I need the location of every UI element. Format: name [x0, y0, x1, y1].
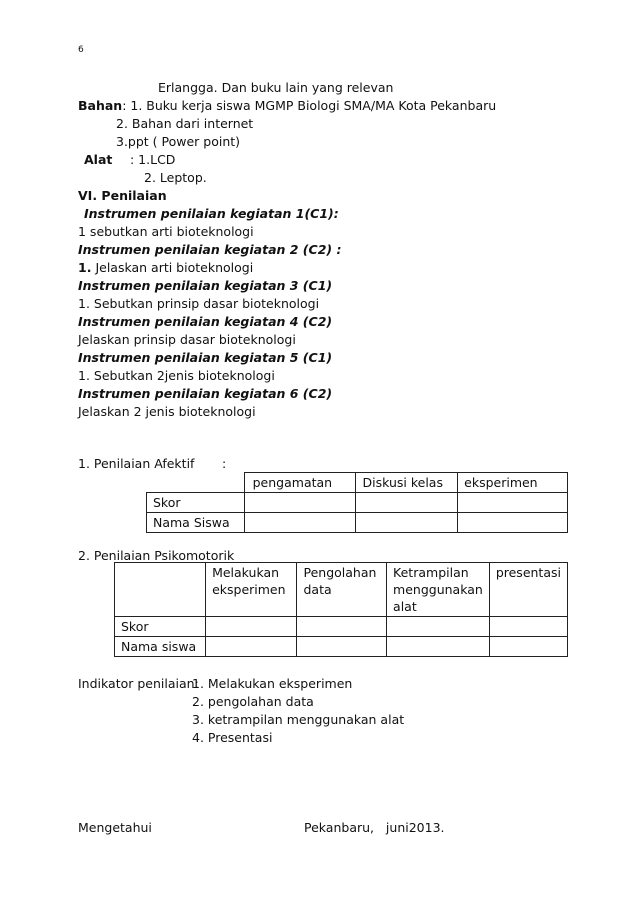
indikator-item-2: 2. pengolahan data	[192, 694, 314, 709]
bahan-item-3: 3.ppt ( Power point)	[116, 134, 241, 149]
table-cell	[206, 637, 297, 657]
table-header: Melakukan eksperimen	[206, 563, 297, 617]
table-header: Pengolahan data	[297, 563, 387, 617]
table-cell	[387, 617, 490, 637]
table-cell	[244, 493, 356, 513]
table-cell	[458, 493, 568, 513]
afektif-colon: :	[222, 456, 227, 471]
table-cell	[489, 617, 567, 637]
table-cell	[356, 493, 458, 513]
row-label: Skor	[147, 493, 245, 513]
table-row	[115, 637, 568, 657]
instrument-item-1: 1 sebutkan arti bioteknologi	[78, 224, 254, 239]
table-cell	[489, 637, 567, 657]
text-erlangga-line: Erlangga. Dan buku lain yang relevan	[158, 80, 394, 95]
instrument-item-5: 1. Sebutkan 2jenis bioteknologi	[78, 368, 275, 383]
instrument-item-2-num: 1.	[78, 260, 92, 275]
table-header: Ketrampilan menggunakan alat	[387, 563, 490, 617]
table-header: presentasi	[489, 563, 567, 617]
psikomotorik-table	[114, 562, 568, 657]
table-cell	[297, 617, 387, 637]
instrument-heading-6: Instrumen penilaian kegiatan 6 (C2)	[78, 386, 333, 401]
table-header: pengamatan	[244, 473, 356, 493]
row-label: Nama Siswa	[147, 513, 245, 533]
instrument-item-6: Jelaskan 2 jenis bioteknologi	[78, 404, 256, 419]
row-label: Skor	[115, 617, 206, 637]
alat-label: Alat	[84, 152, 113, 167]
table-row	[115, 617, 568, 637]
afektif-table	[146, 472, 568, 533]
page-number: 6	[78, 45, 84, 55]
table-row	[147, 513, 568, 533]
footer-place-date: Pekanbaru, juni2013.	[304, 820, 445, 835]
table-header: Diskusi kelas	[356, 473, 458, 493]
bahan-item-2: 2. Bahan dari internet	[116, 116, 254, 131]
bahan-label: Bahan	[78, 98, 123, 113]
table-header: eksperimen	[458, 473, 568, 493]
psikomotorik-title: 2. Penilaian Psikomotorik	[78, 548, 235, 563]
instrument-heading-5: Instrumen penilaian kegiatan 5 (C1)	[78, 350, 333, 365]
instrument-heading-3: Instrumen penilaian kegiatan 3 (C1)	[78, 278, 333, 293]
bahan-line	[78, 98, 496, 114]
table-cell	[387, 637, 490, 657]
indikator-item-3: 3. ketrampilan menggunakan alat	[192, 712, 405, 727]
table-row	[115, 563, 568, 617]
indikator-item-1: 1. Melakukan eksperimen	[192, 676, 353, 691]
table-row	[147, 473, 568, 493]
table-cell	[244, 513, 356, 533]
indikator-item-4: 4. Presentasi	[192, 730, 273, 745]
instrument-item-2-text: Jelaskan arti bioteknologi	[95, 260, 254, 275]
instrument-item-4: Jelaskan prinsip dasar bioteknologi	[78, 332, 296, 347]
footer-mengetahui: Mengetahui	[78, 820, 152, 835]
instrument-heading-4: Instrumen penilaian kegiatan 4 (C2)	[78, 314, 333, 329]
table-cell	[147, 473, 245, 493]
alat-item-2: 2. Leptop.	[144, 170, 207, 185]
row-label: Nama siswa	[115, 637, 206, 657]
instrument-item-3: 1. Sebutkan prinsip dasar bioteknologi	[78, 296, 320, 311]
table-cell	[356, 513, 458, 533]
instrument-item-2	[78, 260, 253, 276]
table-cell	[115, 563, 206, 617]
bahan-item-1: : 1. Buku kerja siswa MGMP Biologi SMA/MA Kota Pekanbaru	[122, 98, 497, 113]
afektif-title: 1. Penilaian Afektif	[78, 456, 195, 471]
table-row	[147, 493, 568, 513]
instrument-heading-1: Instrumen penilaian kegiatan 1(C1):	[84, 206, 339, 221]
section-heading: VI. Penilaian	[78, 188, 167, 203]
instrument-heading-2: Instrumen penilaian kegiatan 2 (C2) :	[78, 242, 342, 257]
alat-item-1: : 1.LCD	[130, 152, 176, 167]
table-cell	[206, 617, 297, 637]
table-cell	[458, 513, 568, 533]
indikator-label: Indikator penilaian:	[78, 676, 199, 691]
table-cell	[297, 637, 387, 657]
